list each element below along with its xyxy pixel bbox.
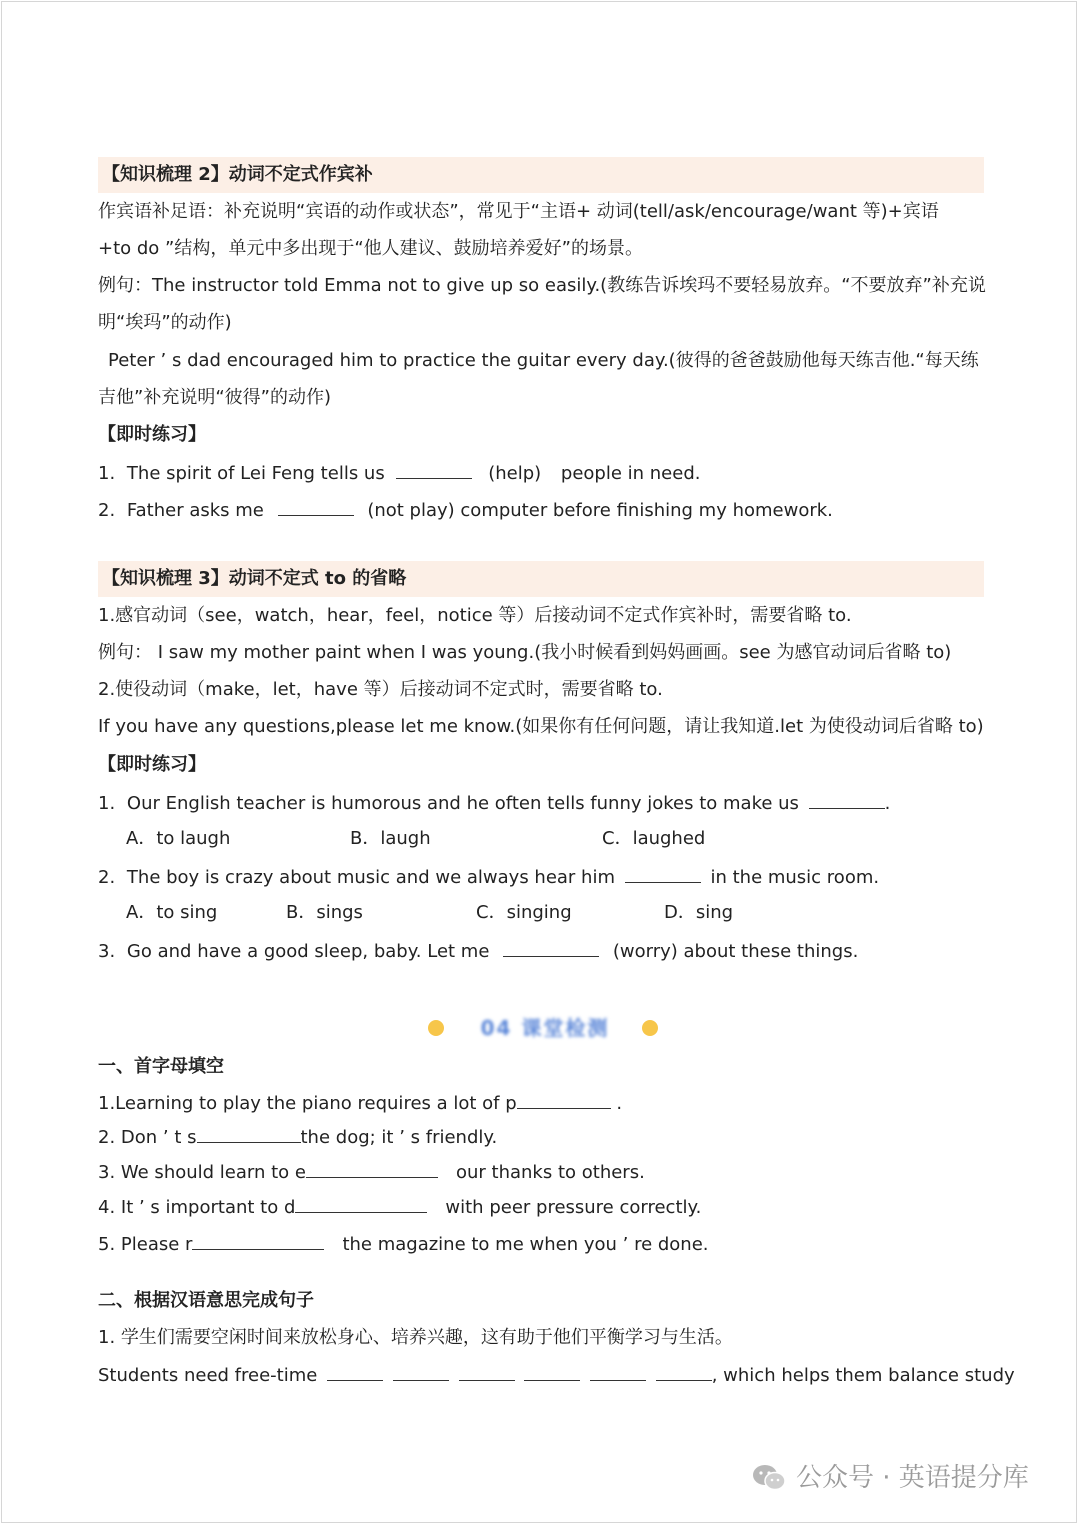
question-number: 3. [98,941,116,962]
part-1-item-4 [98,1194,998,1220]
answer-blank[interactable] [625,864,701,883]
section-3-header: 【知识梳理 3】动词不定式 to 的省略 [98,561,984,597]
section-2-question-2 [98,497,998,523]
option-c[interactable]: C．singing [476,902,572,923]
answer-blank[interactable] [327,1362,383,1381]
section-3-line-4: If you have any questions,please let me know.(如果你有任何问题，请让我知道.let 为使役动词后省略 to) [98,716,984,737]
section-2-line-6: 吉他”补充说明“彼得”的动作) [98,387,331,408]
part-1-item-1 [98,1090,998,1116]
wechat-icon [752,1464,786,1492]
part-2-question-1-chinese: 1. 学生们需要空闲时间来放松身心、培养兴趣，这有助于他们平衡学习与生活。 [98,1327,733,1348]
question-number: 1. [98,463,116,484]
answer-blank[interactable] [393,1362,449,1381]
part-1-item-3 [98,1159,998,1185]
answer-blank[interactable] [517,1090,611,1109]
option-b[interactable]: B．sings [286,902,363,923]
question-text: Our English teacher is humorous and he often tells funny jokes to make us [126,793,799,814]
question-number: 2. [98,500,116,521]
item-text-end: the magazine to me when you ’ re done. [342,1234,709,1255]
question-text-end: people in need. [560,463,701,484]
sentence-start: Students need free-time [98,1365,318,1386]
answer-blank[interactable] [524,1362,580,1381]
part-1-item-5 [98,1231,998,1257]
section-banner [420,1012,670,1044]
section-3-practice-title: 【即时练习】 [98,754,206,775]
item-text: 4. It ’ s important to d [98,1197,296,1218]
part-1-item-2 [98,1124,998,1150]
item-text-end: the dog; it ’ s friendly. [300,1127,498,1148]
part-2-title: 二、根据汉语意思完成句子 [98,1290,314,1311]
item-text-end: with peer pressure correctly. [445,1197,702,1218]
section-2-line-5: Peter ’ s dad encouraged him to practice the guitar every day.(彼得的爸爸鼓励他每天练吉他.“每天练 [108,350,979,371]
answer-blank[interactable] [459,1362,515,1381]
item-text-end: . [610,1093,623,1114]
question-text: Father asks me [126,500,264,521]
answer-blank[interactable] [278,497,354,516]
banner-dot-left-icon [428,1020,444,1036]
answer-blank[interactable] [809,790,885,809]
section-2-header: 【知识梳理 2】动词不定式作宾补 [98,157,984,193]
option-d[interactable]: D．sing [664,902,734,923]
section-3-line-2: 例句： I saw my mother paint when I was young.(我小时候看到妈妈画画。see 为感官动词后省略 to) [98,642,952,663]
section-2-line-3: 例句：The instructor told Emma not to give up so easily.(教练告诉埃玛不要轻易放弃。“不要放弃”补充说 [98,275,986,296]
answer-blank[interactable] [295,1194,427,1213]
section-3-question-1 [98,790,998,816]
part-1-title: 一、首字母填空 [98,1056,224,1077]
section-2-practice-title: 【即时练习】 [98,424,206,445]
item-text: 1.Learning to play the piano requires a lot of p [98,1093,517,1114]
banner-title: 04 课堂检测 [480,1016,610,1040]
section-3-question-2 [98,864,998,890]
answer-blank[interactable] [396,460,472,479]
question-text-end: in the music room. [710,867,880,888]
item-text: 3. We should learn to e [98,1162,306,1183]
banner-dot-right-icon [642,1020,658,1036]
item-text-end: our thanks to others. [455,1162,645,1183]
answer-blank[interactable] [192,1231,324,1250]
section-2-line-4: 明“埃玛”的动作) [98,312,232,333]
watermark-text: 公众号 · 英语提分库 [796,1463,1029,1493]
section-2-line-2: +to do ”结构，单元中多出现于“他人建议、鼓励培养爱好”的场景。 [98,238,644,259]
question-number: 2. [98,867,116,888]
question-text-end: (worry) about these things. [612,941,859,962]
answer-blank[interactable] [590,1362,646,1381]
question-number: 1. [98,793,116,814]
section-2-question-1 [98,460,998,486]
option-a[interactable]: A．to laugh [126,828,231,849]
answer-blank[interactable] [306,1159,438,1178]
part-2-question-1-english [98,1362,1015,1388]
question-text-end: (not play) computer before finishing my homework. [367,500,833,521]
option-a[interactable]: A．to sing [126,902,218,923]
question-hint: (help) [488,463,542,484]
sentence-end: , which helps them balance study [711,1365,1015,1386]
answer-blank[interactable] [503,938,599,957]
section-3-line-1: 1.感官动词（see，watch，hear，feel，notice 等）后接动词不定式作宾补时，需要省略 to. [98,605,852,626]
answer-blank[interactable] [656,1362,712,1381]
option-c[interactable]: C．laughed [602,828,706,849]
question-text: The boy is crazy about music and we always hear him [126,867,615,888]
section-3-question-3 [98,938,998,964]
item-text: 2. Don ’ t s [98,1127,197,1148]
item-text: 5. Please r [98,1234,193,1255]
answer-blank[interactable] [197,1124,301,1143]
question-text: The spirit of Lei Feng tells us [126,463,385,484]
option-b[interactable]: B．laugh [350,828,431,849]
section-3-line-3: 2.使役动词（make，let，have 等）后接动词不定式时，需要省略 to. [98,679,663,700]
question-end: . [884,793,891,814]
section-2-line-1: 作宾语补足语：补充说明“宾语的动作或状态”，常见于“主语+ 动词(tell/ask/encourage/want 等)+宾语 [98,201,939,222]
question-text: Go and have a good sleep, baby. Let me [126,941,490,962]
